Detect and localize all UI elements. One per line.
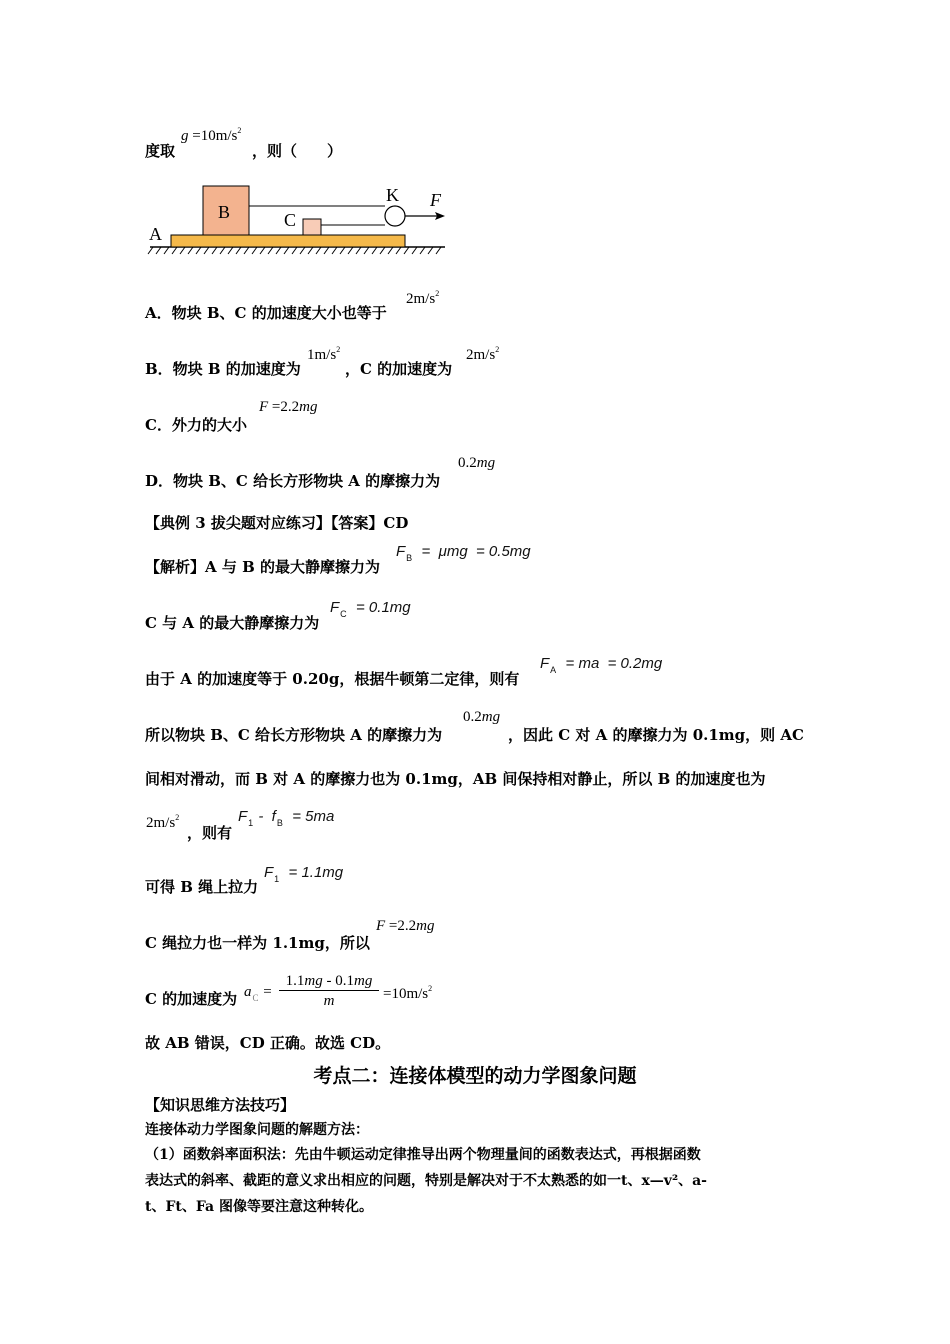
analysis-line-3: 由于 A 的加速度等于 0.20g，根据牛顿第二定律，则有 (145, 670, 520, 688)
analysis-formula-2: $F_C = 0.1mg$ (330, 599, 411, 619)
label-c: C (284, 210, 297, 230)
option-a-formula: $2m/s^2$ (406, 289, 440, 307)
section-title: 考点二：连接体模型的动力学图象问题 (313, 1065, 637, 1087)
analysis-a-c: $a_C$ = (244, 984, 272, 1003)
analysis-formula-6b: $F_1 - f_B = 5ma$ (238, 808, 335, 828)
analysis-line-6: ，则有 (187, 824, 233, 842)
label-a: A (149, 224, 162, 244)
analysis-line-1: 【解析】A 与 B 的最大静摩擦力为 (145, 558, 380, 576)
intro-suffix: ，则（ ） (252, 142, 343, 160)
option-a: A．物块 B、C 的加速度大小也等于 (145, 304, 387, 322)
method-intro: 连接体动力学图象问题的解题方法： (145, 1122, 369, 1138)
analysis-formula-6a: $2m/s^2$ (146, 813, 180, 831)
intro-prefix: 度取 (145, 142, 176, 160)
label-k: K (386, 185, 399, 205)
option-b-formula1: $1m/s^2$ (307, 345, 341, 363)
option-b-formula2: $2m/s^2$ (466, 345, 500, 363)
answer-line: 【典例 3 拔尖题对应练习】【答案】CD (145, 514, 409, 532)
label-b: B (218, 202, 231, 222)
option-b-text2: ，C 的加速度为 (345, 360, 453, 378)
block-a (171, 235, 405, 247)
physics-figure (145, 176, 465, 266)
method-p1-line3: t、Ft、Fa 图像等要注意这种转化。 (145, 1199, 373, 1215)
option-b: B．物块 B 的加速度为 (145, 360, 301, 378)
analysis-formula-3: $F_A$ = ma = 0.2mg (540, 655, 663, 675)
analysis-line-10: 故 AB 错误，CD 正确。故选 CD。 (145, 1034, 391, 1052)
analysis-formula-8: F =2.2mg (376, 918, 435, 934)
analysis-line-4b: ，因此 C 对 A 的摩擦力为 0.1mg，则 AC (508, 726, 804, 744)
analysis-formula-7: $F_1 = 1.1mg$ (264, 864, 344, 884)
option-d-formula: 0.2mg (458, 455, 496, 471)
analysis-line-5: 间相对滑动，而 B 对 A 的摩擦力也为 0.1mg，AB 间保持相对静止，所以 B 的加速度也为 (145, 770, 766, 788)
block-c (303, 219, 321, 235)
method-heading: 【知识思维方法技巧】 (145, 1096, 296, 1114)
pulley-k (385, 206, 405, 226)
analysis-formula-4: 0.2mg (463, 709, 501, 725)
analysis-line-8: C 绳拉力也一样为 1.1mg，所以 (145, 934, 370, 952)
label-f: F (430, 190, 441, 210)
analysis-formula-1: $F_B = \mu mg = 0.5mg$ (396, 543, 531, 563)
analysis-line-9: C 的加速度为 (145, 990, 238, 1008)
analysis-fraction: 1.1mg - 0.1mg m (279, 972, 379, 1011)
option-c: C．外力的大小 (145, 416, 247, 434)
intro-text (145, 141, 175, 161)
analysis-line-4: 所以物块 B、C 给长方形物块 A 的摩擦力为 (145, 726, 443, 744)
analysis-line-7: 可得 B 绳上拉力 (145, 878, 259, 896)
analysis-line-2: C 与 A 的最大静摩擦力为 (145, 614, 320, 632)
intro-formula: $g =10m/s^2$ (181, 126, 242, 144)
analysis-result-9: $=10m/s^2$ (383, 984, 433, 1002)
method-p1-line1: （1）函数斜率面积法：先由牛顿运动定律推导出两个物理量间的函数表达式，再根据函数 (145, 1147, 701, 1163)
option-d: D．物块 B、C 给长方形物块 A 的摩擦力为 (145, 472, 441, 490)
method-p1-line2: 表达式的斜率、截距的意义求出相应的问题，特别是解决对于不太熟悉的如一t、x—v²、a- (145, 1173, 707, 1189)
option-c-formula: F =2.2mg (259, 399, 318, 415)
